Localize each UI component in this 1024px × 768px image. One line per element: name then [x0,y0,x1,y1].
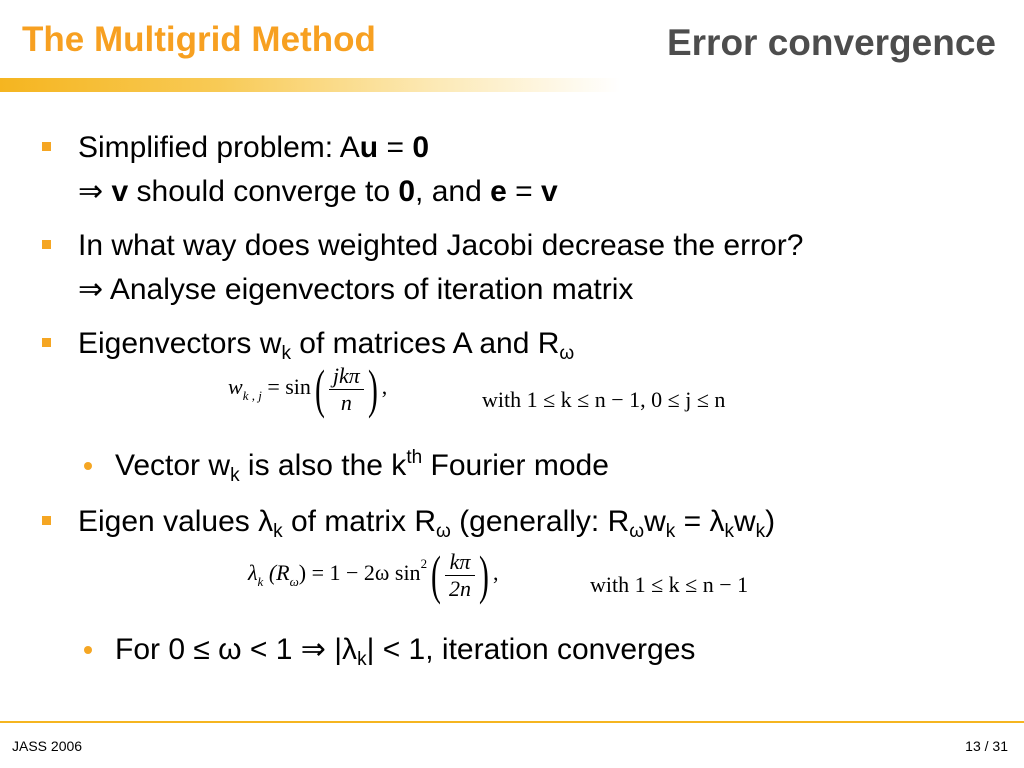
square-bullet-icon [42,338,51,347]
slide-title: The Multigrid Method [22,20,376,59]
bullet-weighted-jacobi: In what way does weighted Jacobi decrease the error? [78,229,804,262]
square-bullet-icon [42,240,51,249]
section-title: Error convergence [666,22,996,63]
dot-bullet-icon [84,646,92,654]
subbullet-fourier-mode: Vector $w_k$ is also the $k^{th}$ Fourier mode [115,447,609,486]
bullet-weighted-jacobi-line2: ⇒ Analyse eigenvectors of iteration matrix [78,273,634,306]
bullet-simplified-problem-line2: ⇒ v should converge to 0, and e = v [78,175,558,208]
page-number: 13 / 31 [965,738,1008,754]
footer-event: JASS 2006 [12,738,83,754]
subbullet-convergence: For 0 ≤ ω < 1 ⇒ $|\lambda_k| < 1$, iteration converges [115,633,696,670]
eigenvalue-condition: with 1 ≤ k ≤ n − 1 [590,572,749,597]
square-bullet-icon [42,516,51,525]
bullet-simplified-problem: Simplified problem: Au = 0 [78,131,430,164]
square-bullet-icon [42,142,51,151]
eigenvalue-equation: $\lambda_k$ $(R_\omega) = 1 - 2\omega$ $\sin^2$( $\frac{k\pi}{2n}$ ) , [248,545,499,605]
eigenvector-condition: with 1 ≤ k ≤ n − 1, 0 ≤ j ≤ n [482,387,726,412]
header-gradient-bar [0,78,620,92]
footer-divider [0,721,1024,723]
eigenvector-equation: $w_{k , j} = \sin$( $\frac{\text{jkπ}}{n}$ ) , [228,359,388,419]
fraction: $\frac{k\pi}{2n}$ [445,549,475,602]
fraction: $\frac{\text{jkπ}}{n}$ [329,363,364,416]
dot-bullet-icon [84,462,92,470]
bullet-eigenvalues: Eigen values $\lambda_k$ of matrix $R_\omega$ (generally: $R_\omega w_k = \lambda_kw_k$) [78,505,776,542]
bullet-eigenvectors: Eigenvectors $w_k$ of matrices A and $R_\omega$ [78,327,575,364]
